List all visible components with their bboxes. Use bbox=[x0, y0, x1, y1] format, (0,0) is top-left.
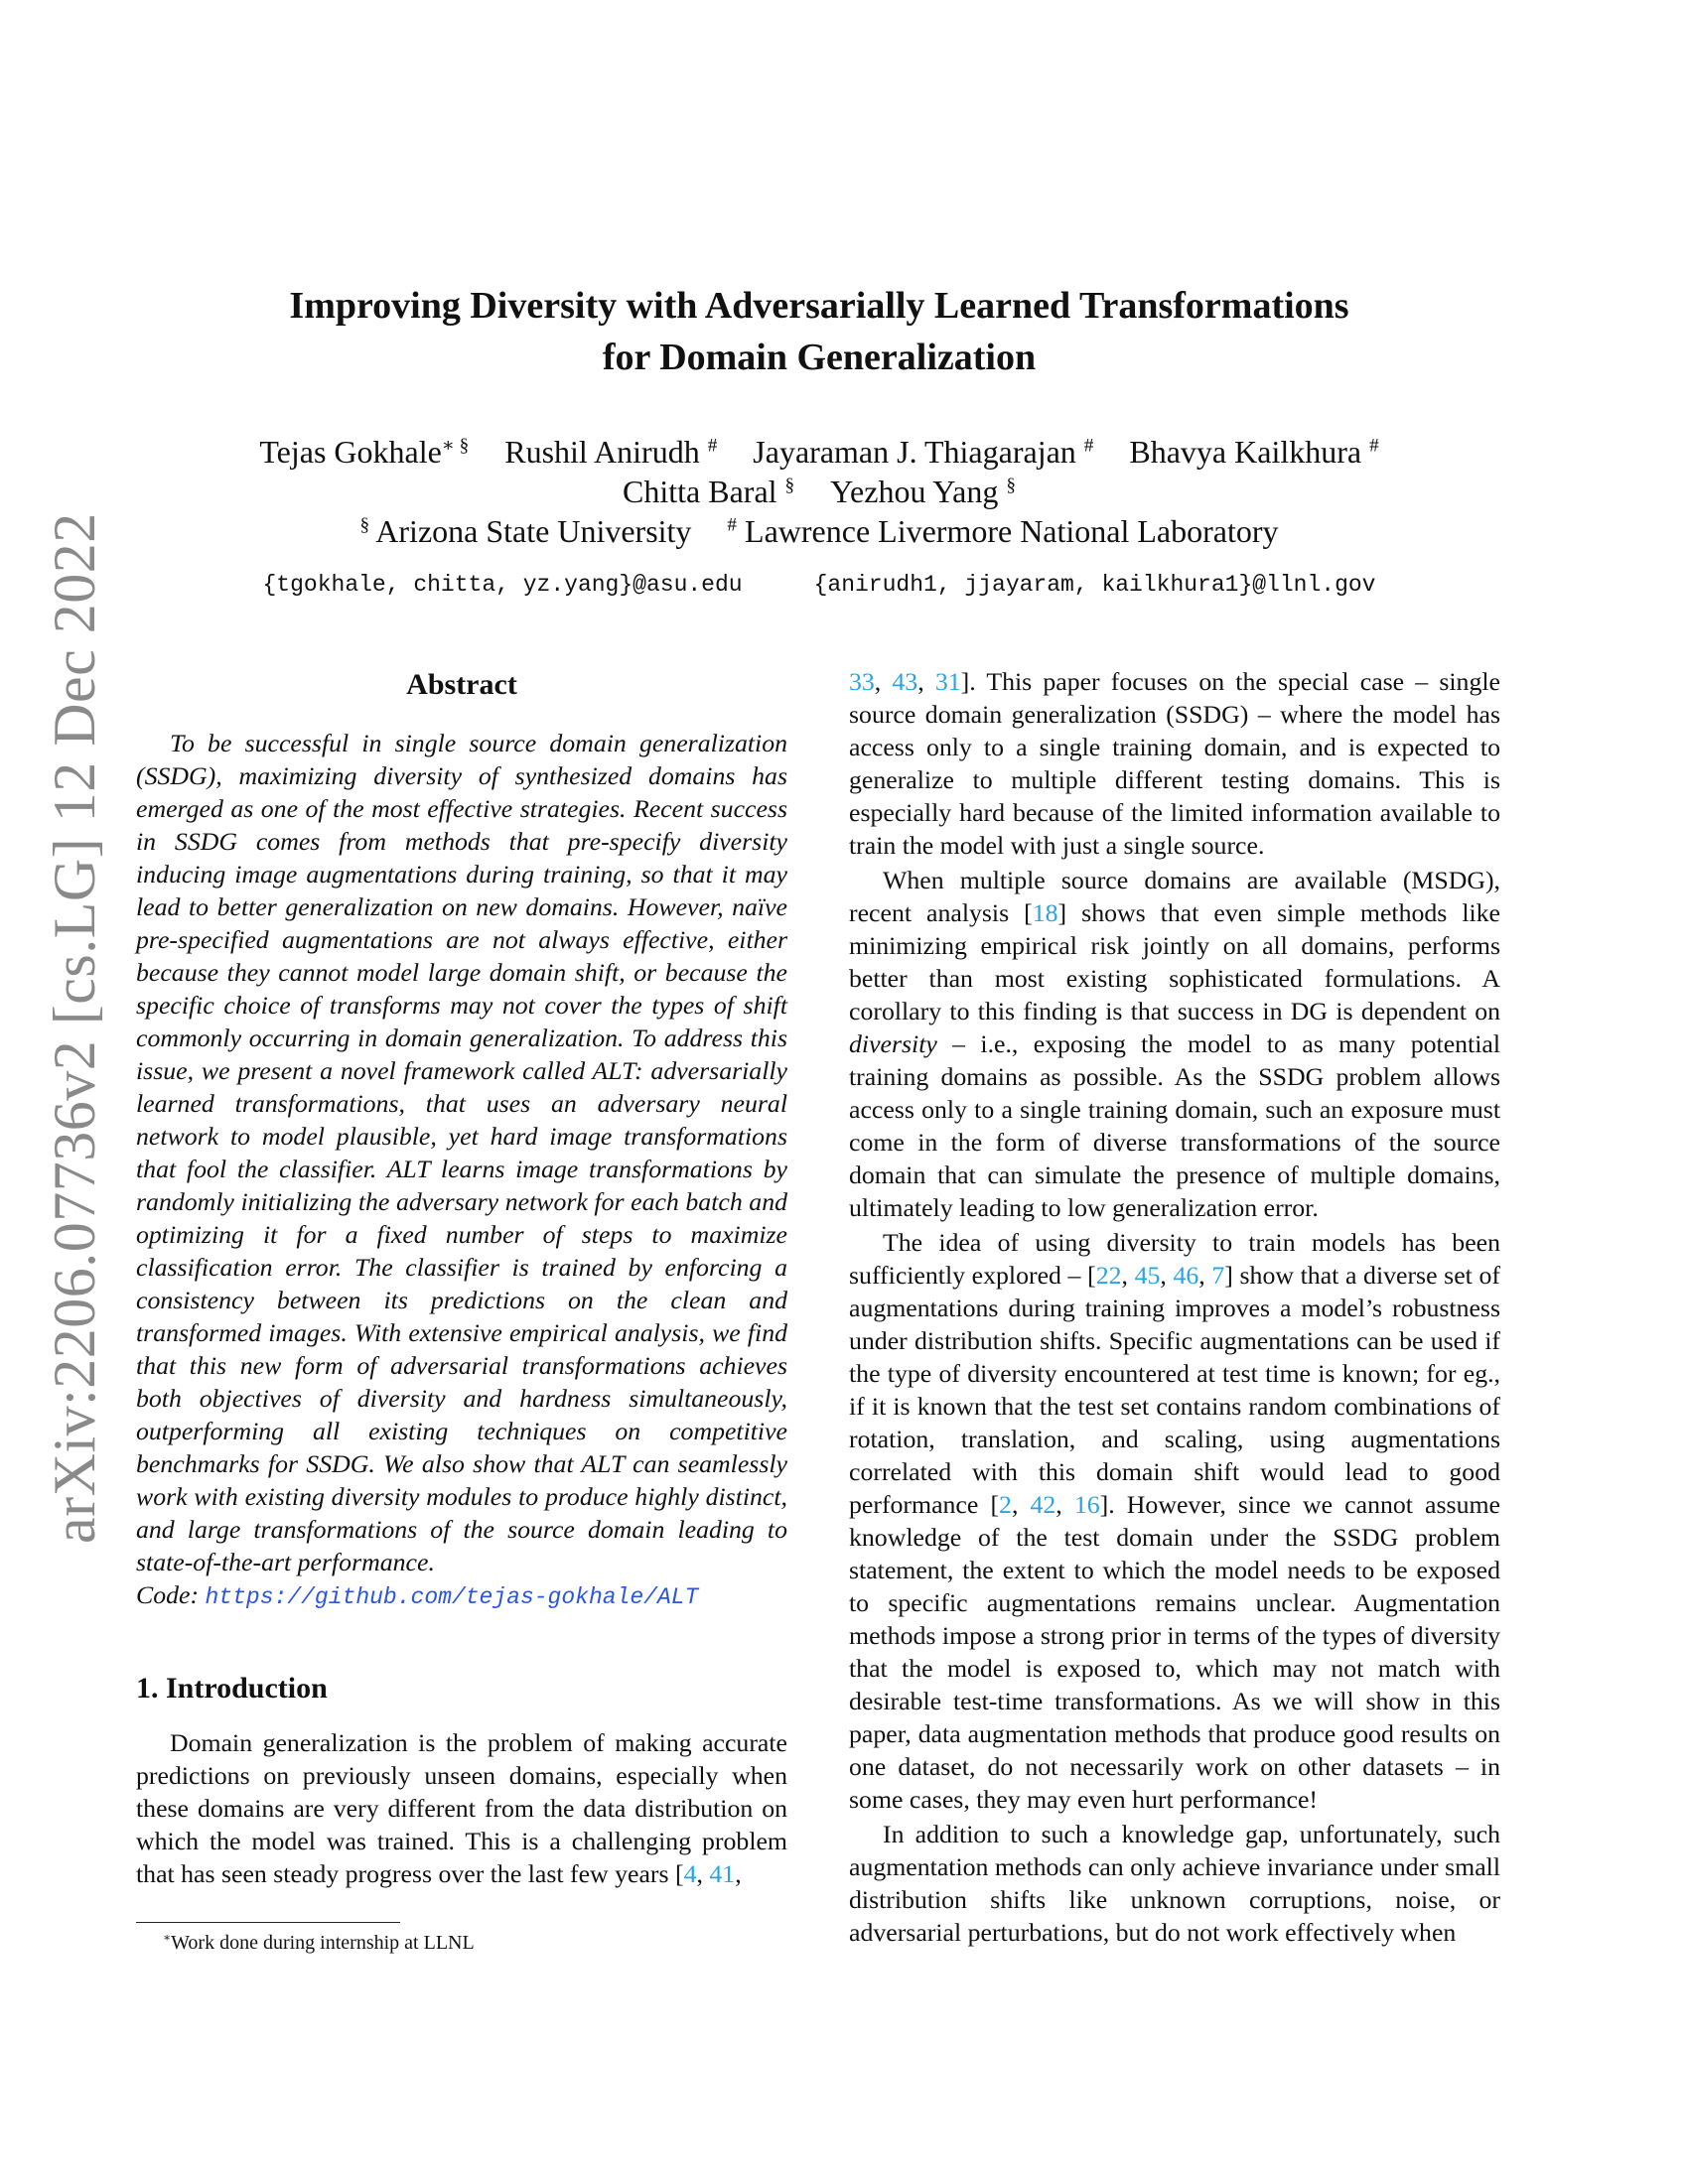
email-asu: {tgokhale, chitta, yz.yang}@asu.edu bbox=[262, 572, 743, 598]
code-label: Code: bbox=[136, 1580, 200, 1609]
author-list-row-1 bbox=[199, 432, 1440, 472]
citation-link[interactable]: 22 bbox=[1095, 1261, 1122, 1290]
footnote-rule bbox=[136, 1922, 400, 1923]
footnote bbox=[163, 1930, 475, 1956]
email-llnl: {anirudh1, jjayaram, kailkhura1}@llnl.gov bbox=[813, 572, 1376, 598]
citation-link[interactable]: 4 bbox=[683, 1859, 697, 1888]
paragraph-text: When multiple source domains are available (MSDG), recent analysis [ bbox=[849, 866, 1500, 927]
intro-paragraph-4: In addition to such a knowledge gap, unfortunately, such augmentation methods can only achieve invariance under small distribution shifts like unknown corruptions, noise, or adversarial perturbations, but do not work effectively when bbox=[849, 1820, 1500, 1947]
code-link-line bbox=[136, 1578, 787, 1614]
citation-link[interactable]: 46 bbox=[1173, 1261, 1199, 1290]
intro-paragraph-1-continued: 33, 43, 31]. This paper focuses on the special case – single source domain generalization (SSDG) – where the model has access only to a single training domain, and is expected to generalize to multiple different testing domains. This is especially hard because of the limited information available to train the model with just a single source. bbox=[849, 667, 1500, 860]
citation-link[interactable]: 42 bbox=[1030, 1490, 1056, 1519]
author-name: Bhavya Kailkhura bbox=[1129, 434, 1362, 470]
author-name: Tejas Gokhale bbox=[259, 434, 442, 470]
paragraph-text: – i.e., exposing the model to as many potential training domains as possible. As the SSDG problem allows access only to a single training domain, such an exposure must come in the form of diverse transformations of the source domain that can simulate the presence of multiple domains, ultimately leading to low generalization error. bbox=[849, 1029, 1500, 1222]
citation-link[interactable]: 43 bbox=[892, 667, 918, 696]
author bbox=[830, 472, 1016, 511]
citation-link[interactable]: 31 bbox=[934, 667, 961, 696]
paragraph-text: ] shows that even simple methods like minimizing empirical risk jointly on all domains, performs better than most existing sophisticated formulations. A corollary to this finding is that success in DG is dependent on bbox=[849, 898, 1501, 1025]
affiliation bbox=[359, 511, 691, 551]
author-affiliation-mark: # bbox=[707, 435, 718, 457]
author-affiliation-mark: § bbox=[784, 475, 795, 496]
author bbox=[504, 432, 717, 472]
paragraph-text: The idea of using diversity to train models has been sufficiently explored – [ bbox=[849, 1228, 1500, 1290]
title-line-1: Improving Diversity with Adversarially Learned Transformations bbox=[289, 285, 1349, 327]
citation-link[interactable]: 45 bbox=[1134, 1261, 1161, 1290]
emphasized-term: diversity bbox=[849, 1029, 937, 1058]
affiliation-name: Lawrence Livermore National Laboratory bbox=[745, 513, 1279, 549]
left-column bbox=[136, 665, 787, 1890]
abstract-heading: Abstract bbox=[406, 668, 517, 701]
author bbox=[259, 432, 469, 472]
paragraph-text: ]. This paper focuses on the special case – single source domain generalization (SSDG) – where the model has access only to a single training domain, and is expected to generalize to multiple different testing domains. This is especially hard because of the limited information available to train the model with just a single source. bbox=[849, 667, 1500, 860]
author-name: Yezhou Yang bbox=[830, 474, 999, 509]
paragraph-text: ] show that a diverse set of augmentations during training improves a model’s robustness under distribution shifts. Specific augmentations can be used if the type of diversity encountered at test time is known; for eg., if it is known that the test set contains random combinations of rotation, translation, and scaling, using augmentations correlated with this domain shift would lead to good performance [ bbox=[849, 1261, 1500, 1519]
affiliation-mark: § bbox=[359, 514, 370, 536]
paper-title bbox=[199, 280, 1440, 383]
right-column bbox=[849, 665, 1500, 1951]
author-name: Chitta Baral bbox=[623, 474, 777, 509]
footnote-mark: ∗ bbox=[163, 1930, 172, 1945]
citation-link[interactable]: 41 bbox=[709, 1859, 736, 1888]
footnote-text: Work done during internship at LLNL bbox=[171, 1932, 475, 1954]
author-name: Rushil Anirudh bbox=[504, 434, 700, 470]
paragraph-text: Domain generalization is the problem of making accurate predictions on previously unseen domains, especially when these domains are very different from the data distribution on which the model was trained. This is a challenging problem that has seen steady progress over the last few years [ bbox=[136, 1728, 787, 1888]
affiliation-mark: # bbox=[727, 514, 738, 536]
author-affiliation-mark: ∗ § bbox=[441, 435, 470, 457]
author-list-row-2 bbox=[199, 472, 1440, 511]
author-affiliation-mark: # bbox=[1369, 435, 1379, 457]
citation-link[interactable]: 33 bbox=[849, 667, 875, 696]
paragraph-text: ]. However, since we cannot assume knowledge of the test domain under the SSDG problem statement, the extent to which the model needs to be exposed to specific augmentations remains unclear. Augmentation methods impose a strong prior in terms of the types of diversity that the model is exposed to, which may not match with desirable test-time transformations. As we will show in this paper, data augmentation methods that produce good results on one dataset, do not necessarily work on other datasets – in some cases, they may even hurt performance! bbox=[849, 1490, 1500, 1814]
citation-link[interactable]: 7 bbox=[1211, 1261, 1225, 1290]
title-line-2: for Domain Generalization bbox=[602, 337, 1037, 378]
intro-paragraph-1: Domain generalization is the problem of making accurate predictions on previously unseen domains, especially when these domains are very different from the data distribution on which the model was trained. This is a challenging problem that has seen steady progress over the last few years [4, 41, bbox=[136, 1728, 787, 1888]
author bbox=[753, 432, 1093, 472]
affiliation bbox=[727, 511, 1278, 551]
intro-paragraph-2 bbox=[849, 864, 1500, 1224]
affiliations bbox=[199, 511, 1440, 551]
author bbox=[623, 472, 794, 511]
code-repository-link[interactable]: https://github.com/tejas-gokhale/ALT bbox=[205, 1584, 699, 1610]
author-emails bbox=[199, 570, 1440, 600]
author-affiliation-mark: § bbox=[1006, 475, 1016, 496]
citation-link[interactable]: 18 bbox=[1032, 898, 1058, 927]
citation-link[interactable]: 2 bbox=[999, 1490, 1012, 1519]
citation-link[interactable]: 16 bbox=[1073, 1490, 1100, 1519]
intro-paragraph-3: The idea of using diversity to train models has been sufficiently explored – [22, 45, 46, 7] show that a diverse set of augmentations during training improves a model’s robustness under distribution shifts. Specific augmentations can be used if the type of diversity encountered at test time is known; for eg., if it is known that the test set contains random combinations of rotation, translation, and scaling, using augmentations correlated with this domain shift would lead to good performance [2, 42, 16]. However, since we cannot assume knowledge of the test domain under the SSDG problem statement, the extent to which the model needs to be exposed to specific augmentations remains unclear. Augmentation methods impose a strong prior in terms of the types of diversity that the model is exposed to, which may not match with desirable test-time transformations. As we will show in this paper, data augmentation methods that produce good results on one dataset, do not necessarily work on other datasets – in some cases, they may even hurt performance! bbox=[849, 1228, 1500, 1814]
author-affiliation-mark: # bbox=[1083, 435, 1094, 457]
section-heading-introduction: 1. Introduction bbox=[136, 1672, 328, 1705]
arxiv-identifier: arXiv:2206.07736v2 [cs.LG] 12 Dec 2022 bbox=[42, 512, 107, 1544]
author-name: Jayaraman J. Thiagarajan bbox=[753, 434, 1076, 470]
author bbox=[1129, 432, 1378, 472]
abstract-body: To be successful in single source domain generalization (SSDG), maximizing diversity of synthesized domains has emerged as one of the most effective strategies. Recent success in SSDG comes from methods that pre-specify diversity inducing image augmentations during training, so that it may lead to better generalization on new domains. However, naïve pre-specified augmentations are not always effective, either because they cannot model large domain shift, or because the specific choice of transforms may not cover the types of shift commonly occurring in domain generalization. To address this issue, we present a novel framework called ALT: adversarially learned transformations, that uses an adversary neural network to model plausible, yet hard image transformations that fool the classifier. ALT learns image transformations by randomly initializing the adversary network for each batch and optimizing it for a fixed number of steps to maximize classification error. The classifier is trained by enforcing a consistency between its predictions on the clean and transformed images. With extensive empirical analysis, we find that this new form of adversarial transformations achieves both objectives of diversity and hardness simultaneously, outperforming all existing techniques on competitive benchmarks for SSDG. We also show that ALT can seamlessly work with existing diversity modules to produce highly distinct, and large transformations of the source domain leading to state-of-the-art performance. bbox=[136, 729, 787, 1576]
affiliation-name: Arizona State University bbox=[375, 513, 692, 549]
